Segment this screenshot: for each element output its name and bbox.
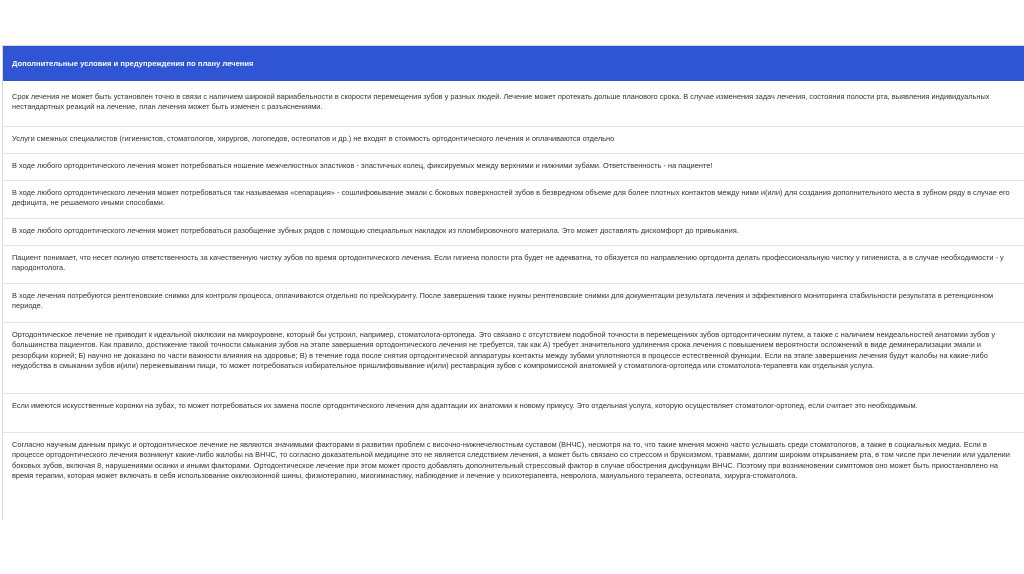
- list-item-text: В ходе любого ортодонтического лечения может потребоваться так называемая «сепарация» - сошлифовывание эмали с боковых поверхностей зубов в безвредном объеме для более плотных контактов между ними и(или) для создания дополнительного места в зубном ряду в случае его дефицита, не решаемого иными способами.: [12, 188, 1010, 208]
- list-item: [3, 127, 1024, 154]
- treatment-conditions-panel: [2, 45, 1024, 520]
- list-item: [3, 219, 1024, 246]
- list-item: [3, 284, 1024, 323]
- list-item-text: Ортодонтическое лечение не приводит к идеальной окклюзии на микроуровне, который бы устроил, например, стоматолога-ортопеда. Это связано с отсутствием подобной точности в перемещениях зубов ортодонтическим путем, а также с наличием неидеальностей анатомии зубов у большинства пациентов. Как правило, достижение такой точности смыкания зубов на этапе завершения ортодонтического лечения не требуется, так как А) требует значительного удлинения срока лечения с повышением вероятности осложнений в виде деминерализации эмали и резорбции корней; Б) научно не доказано по части важности влияния на здоровье; В) в течение года после снятия ортодонтической аппаратуры контакты между зубами уплотняются в процессе естественной функции. Если на этапе завершения лечения будут жалобы на какие-либо неудобства в смыкании зубов и(или) пережевывании пищи, то может потребоваться избирательное пришлифовывание и(или) реставрация зубов с компромиссной анатомией у стоматолога-ортопеда или стоматолога-терапевта как отдельная услуга.: [12, 330, 996, 371]
- list-item: [3, 246, 1024, 284]
- list-item-text: Услуги смежных специалистов (гигиенистов, стоматологов, хирургов, логопедов, остеопатов и др.) не входят в стоимость ортодонтического лечения и оплачиваются отдельно: [12, 134, 615, 143]
- list-item: [3, 323, 1024, 394]
- list-item: [3, 394, 1024, 433]
- list-item-text: В ходе любого ортодонтического лечения может потребоваться ношение межчелюстных эластиков - эластичных колец, фиксируемых между верхними и нижними зубами. Ответственность - на пациенте!: [12, 161, 713, 170]
- list-item: [3, 433, 1024, 511]
- list-item: [3, 154, 1024, 181]
- list-item: [3, 181, 1024, 219]
- conditions-list: [3, 81, 1024, 511]
- panel-header: [3, 46, 1024, 81]
- list-item-text: Если имеются искусственные коронки на зубах, то может потребоваться их замена после ортодонтического лечения для адаптации их анатомии к новому прикусу. Это отдельная услуга, которую осуществляет стоматолог-ортопед, если считает это необходимым.: [12, 401, 918, 410]
- list-item-text: В ходе любого ортодонтического лечения может потребоваться разобщение зубных рядов с помощью специальных накладок из пломбировочного материала. Это может доставлять дискомфорт до привыкания.: [12, 226, 739, 235]
- list-item-text: Согласно научным данным прикус и ортодонтическое лечение не являются значимыми факторами в развитии проблем с височно-нижнечелюстным суставом (ВНЧС), несмотря на то, что такие мнения можно часто услышать среди стоматологов, а также в социальных медиа. Если в процессе ортодонтического лечения возникнут какие-либо жалобы на ВНЧС, то согласно доказательной медицине это не является следствием лечения, а может быть связано со стрессом и бруксизмом, травмами, долгим широким открыванием рта, в том числе при лечении или удалении боковых зубов, включая 8, нарушениями осанки и иными факторами. Ортодонтическое лечение при этом может просто добавлять дополнительный стрессовый фактор в случае обострения дисфункции ВНЧС. Поэтому при возникновении симптомов оно может быть приостановлено на время терапии, которая может включать в себя использование окклюзионной шины, физиотерапию, миогимнастику, наблюдение и лечение у психотерапевта, невролога, мануального терапевта, остеопата, хирурга-стоматолога.: [12, 440, 1010, 481]
- list-item-text: Срок лечения не может быть установлен точно в связи с наличием широкой вариабельности в скорости перемещения зубов у разных людей. Лечение может протекать дольше планового срока. В случае изменения задач лечения, состояния полости рта, выявления индивидуальных нестандартных реакций на лечение, план лечения может быть изменен с разъяснениями.: [12, 92, 990, 112]
- panel-title: Дополнительные условия и предупреждения по плану лечения: [12, 59, 254, 68]
- list-item-text: Пациент понимает, что несет полную ответственность за качественную чистку зубов по время ортодонтического лечения. Если гигиена полости рта будет не адекватна, то обязуется по направлению ортодонта делать профессиональную чистку у гигиениста, а в случае необходимости - у пародонтолога.: [12, 253, 1004, 273]
- list-item: [3, 85, 1024, 127]
- list-item-text: В ходе лечения потребуются рентгеновские снимки для контроля процесса, оплачиваются отдельно по прейскуранту. После завершения также нужны рентгеновские снимки для документации результата лечения и эффективного мониторинга стабильности результата в ретенционном периоде.: [12, 291, 994, 311]
